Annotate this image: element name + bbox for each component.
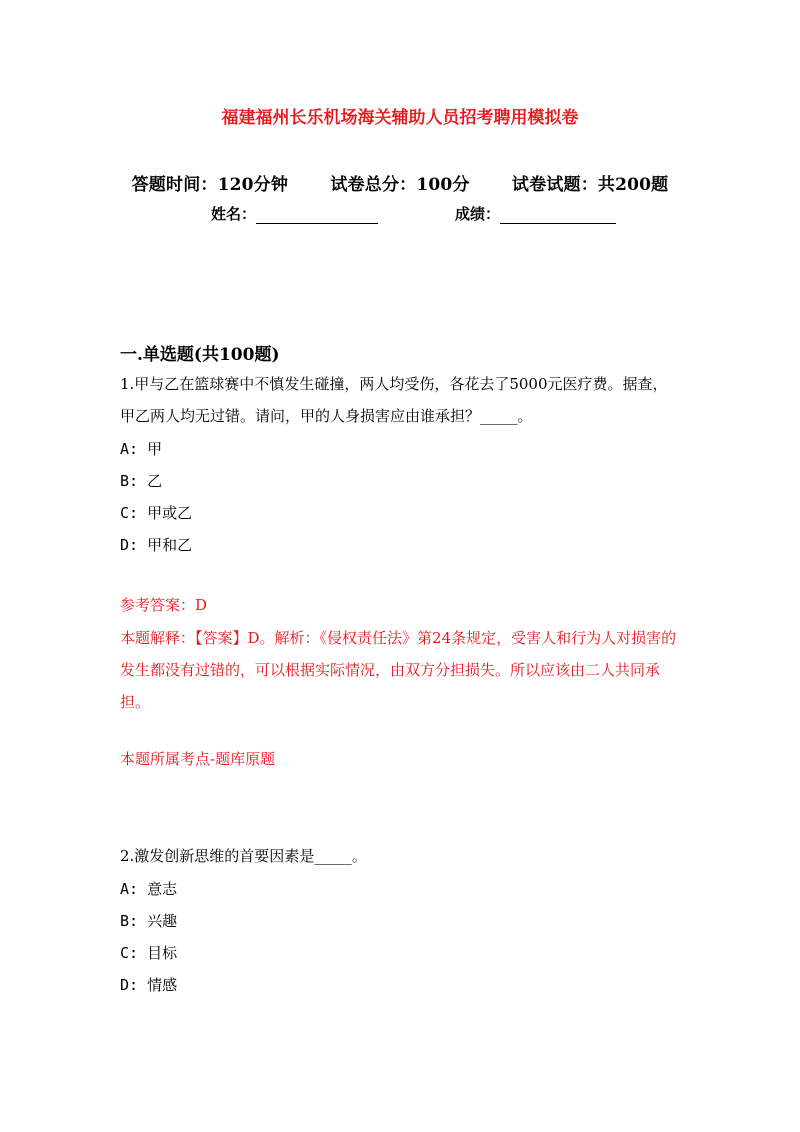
option-key: C: (120, 944, 139, 962)
exam-time: 答题时间：120分钟 (131, 175, 289, 195)
score-label: 成绩： (455, 205, 501, 223)
section-heading: 一.单选题(共100题) (120, 345, 280, 365)
question-1-option-b (120, 470, 162, 491)
exam-meta-row (0, 170, 800, 195)
exam-total-score: 试卷总分：100分 (330, 175, 470, 195)
option-text: 甲 (147, 440, 163, 458)
name-blank (256, 209, 378, 224)
option-text: 意志 (147, 880, 178, 898)
option-key: A: (120, 440, 139, 458)
option-key: C: (120, 504, 139, 522)
option-text: 目标 (147, 944, 178, 962)
question-1-answer: 参考答案：D (120, 596, 208, 614)
question-1-option-c (120, 502, 192, 523)
option-key: D: (120, 536, 139, 554)
option-text: 情感 (147, 976, 178, 994)
option-text: 兴趣 (147, 912, 178, 930)
question-1-option-a (120, 438, 162, 459)
option-key: A: (120, 880, 139, 898)
question-2-option-b (120, 910, 177, 931)
question-1-option-d (120, 534, 192, 555)
question-1-knowledge-point: 本题所属考点-题库原题 (120, 750, 276, 768)
question-2-option-c (120, 942, 177, 963)
name-field (211, 203, 378, 224)
score-blank (500, 209, 616, 224)
question-1-stem: 1.甲与乙在篮球赛中不慎发生碰撞，两人均受伤，各花去了5000元医疗费。据查，甲乙两人均无过错。请问，甲的人身损害应由谁承担？_____。 (120, 375, 668, 425)
exam-question-count: 试卷试题：共200题 (511, 175, 669, 195)
name-label: 姓名： (211, 205, 257, 223)
option-key: B: (120, 912, 139, 930)
question-2-option-d (120, 974, 177, 995)
question-1-explanation: 本题解释：【答案】D。解析：《侵权责任法》第24条规定，受害人和行为人对损害的发生都没有过错的，可以根据实际情况，由双方分担损失。所以应该由二人共同承担。 (120, 629, 677, 711)
option-text: 甲和乙 (147, 536, 193, 554)
option-key: B: (120, 472, 139, 490)
option-text: 乙 (147, 472, 163, 490)
question-2-stem: 2.激发创新思维的首要因素是_____。 (120, 847, 367, 865)
exam-title: 福建福州长乐机场海关辅助人员招考聘用模拟卷 (221, 108, 579, 128)
option-key: D: (120, 976, 139, 994)
option-text: 甲或乙 (147, 504, 193, 522)
question-2-option-a (120, 878, 177, 899)
score-field (455, 203, 616, 224)
